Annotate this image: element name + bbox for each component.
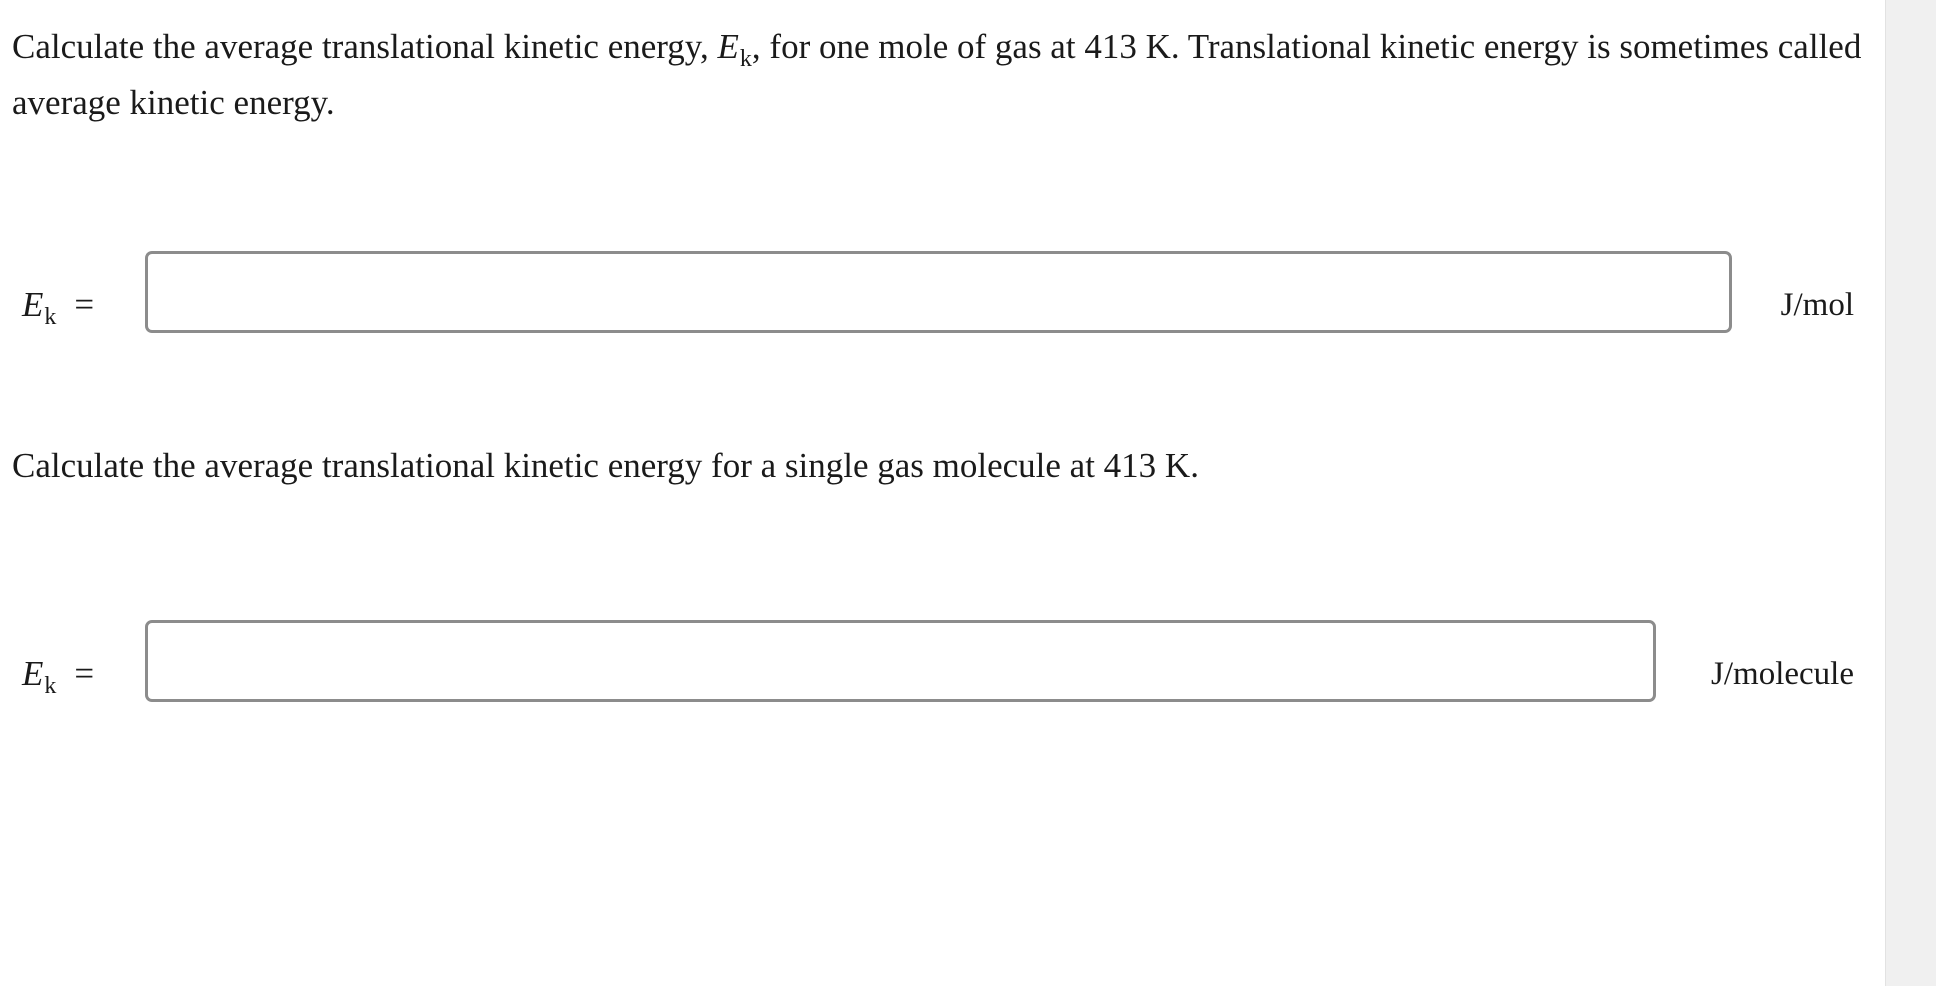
answer-2-unit: J/molecule <box>1711 656 1854 692</box>
question-1-text-before: Calculate the average translational kinetic energy, <box>12 27 718 66</box>
question-2-text: Calculate the average translational kinetic energy for a single gas molecule at 413 K. <box>12 446 1199 485</box>
ek-per-mole-input[interactable] <box>145 251 1732 333</box>
ek-symbol-subscript: k <box>739 46 752 72</box>
ek-symbol-letter: E <box>717 27 739 66</box>
question-1-text-after: , for one mole of gas at 413 K. Translational kinetic energy is sometimes called average kinetic energy. <box>12 27 1862 122</box>
ek-per-molecule-input[interactable] <box>145 620 1656 702</box>
answer-2-label <box>22 654 94 698</box>
answer-1-symbol-letter: E <box>22 285 44 324</box>
vertical-scrollbar-track[interactable] <box>1885 0 1936 986</box>
answer-2-symbol <box>22 654 57 699</box>
question-1-text <box>12 21 1862 129</box>
ek-symbol <box>717 27 752 72</box>
answer-2-equals-sign: = <box>74 654 95 693</box>
answer-1-symbol <box>22 285 57 330</box>
answer-2-symbol-subscript: k <box>44 673 57 699</box>
answer-1-equals-sign: = <box>74 285 95 324</box>
answer-1-unit: J/mol <box>1780 287 1854 323</box>
answer-1-label <box>22 285 94 329</box>
answer-1-symbol-subscript: k <box>44 304 57 330</box>
answer-2-symbol-letter: E <box>22 654 44 693</box>
